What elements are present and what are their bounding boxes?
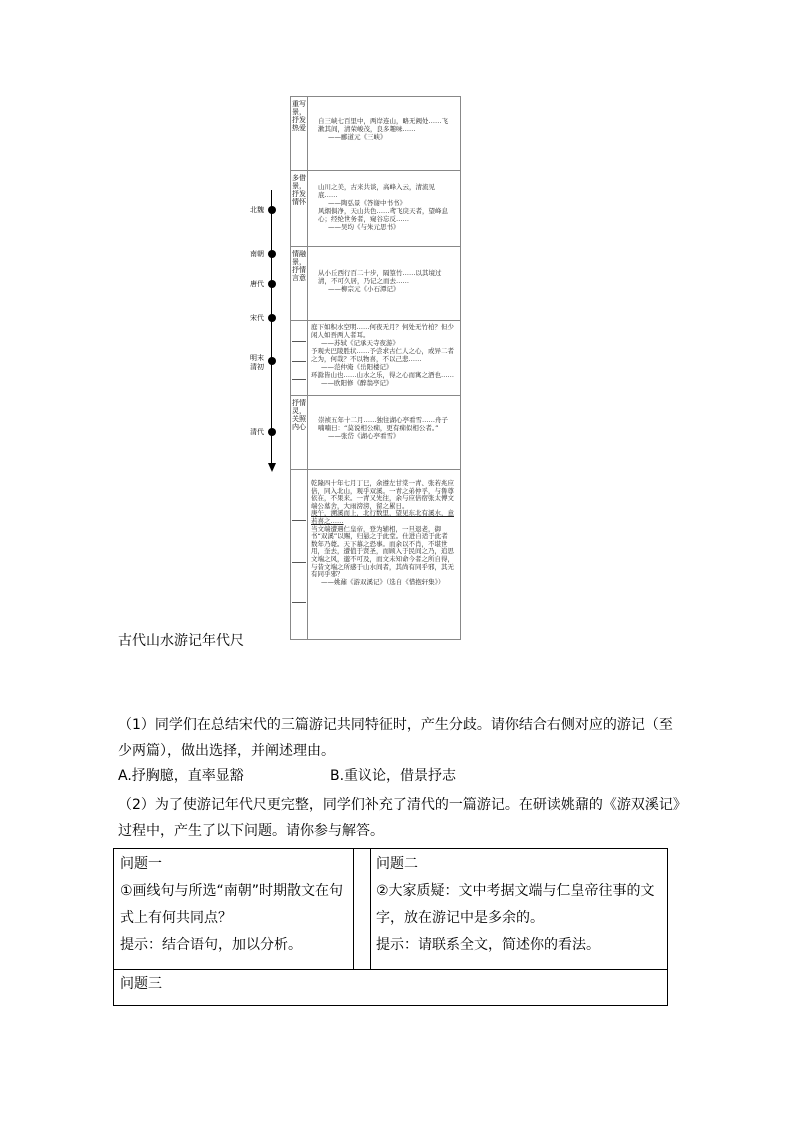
timeline-dot-mingmo [268, 357, 276, 365]
question-2: （2）为了使游记年代尺更完整，同学们补充了清代的一篇游记。在研读姚鼐的《游双溪记》过程中，产生了以下问题。请你参与解答。 [118, 797, 680, 839]
row-divider [114, 969, 667, 970]
problem-table [113, 848, 668, 1006]
excerpt-text [311, 323, 454, 387]
excerpt-line: 自三峡七百里中，两岸连山，略无阙处……飞漱其间，清荣峻茂，良多趣味…… [318, 117, 448, 133]
excerpt-text [318, 416, 454, 440]
era-song: 宋代 [250, 314, 264, 322]
era-row-nanchao [291, 171, 460, 247]
excerpt-attribution: ——苏轼《记承天寺夜游》 [321, 339, 399, 347]
era-row-tang [291, 247, 460, 321]
era-category [291, 470, 308, 639]
problem-2-body: ②大家质疑：文中考据文端与仁皇帝往事的文字，放在游记中是多余的。 [376, 883, 655, 926]
timeline-dot-nanchao [268, 250, 276, 258]
excerpt-text [311, 480, 454, 586]
dash-marker [292, 520, 306, 521]
dash-marker [292, 562, 306, 563]
dash-marker [292, 341, 306, 342]
excerpt-attribution: ——欧阳修《醉翁亭记》 [321, 379, 393, 387]
era-category: 抒情灵，关照内心 [291, 396, 308, 469]
excerpt-text [318, 269, 454, 293]
excerpt-line: 乾隆四十年七月丁巳，余遵左甘棠一青、张若兆应倍，同入北山，观乎双溪。一青之弟仲孚，与鲁尊依在，不果来。一青又先往，余与应倍宿张太傅文端公墓舍，大雨滂滂，留之累日。 [311, 479, 454, 510]
era-category: 多借景，抒发情怀 [291, 171, 308, 246]
timeline-dot-beiwei [268, 206, 276, 214]
timeline-axis [271, 190, 272, 464]
era-category [291, 321, 308, 395]
excerpt-attribution: ——张岱《湖心亭看雪》 [328, 432, 400, 440]
problem-1-cell [120, 851, 348, 959]
timeline-dot-tang [268, 280, 276, 288]
excerpt-attribution: ——吴均《与朱元思书》 [328, 223, 400, 231]
problem-2-hint: 提示：请联系全文，简述你的看法。 [376, 937, 600, 953]
underlined-sentence: 庚午，溯溪而上，北行数里，望见东北有溪水，意若喜之…… [311, 509, 454, 525]
era-row-qing [291, 470, 460, 639]
era-qing: 清代 [250, 428, 264, 436]
timeline-dot-qing [268, 428, 276, 436]
problem-3-title: 问题三 [120, 976, 162, 992]
problem-2-title: 问题二 [376, 856, 418, 872]
column-divider [353, 849, 354, 969]
column-divider [370, 849, 371, 969]
excerpt-attribution: ——范仲淹《岳阳楼记》 [321, 363, 393, 371]
problem-1-body: ①画线句与所选“南朝”时期散文在句式上有何共同点？ [120, 883, 344, 926]
era-row-song [291, 321, 460, 396]
era-category: 情融景，抒情言意 [291, 247, 308, 320]
option-a: A.抒胸臆，直率显豁 [118, 768, 244, 784]
problem-1-hint: 提示：结合语句，加以分析。 [120, 937, 302, 953]
excerpt-attribution: ——郦道元《三峡》 [328, 133, 387, 141]
dash-marker [292, 602, 306, 603]
excerpt-text [318, 117, 454, 141]
timeline-arrow-icon [268, 463, 276, 472]
excerpt-text [318, 183, 454, 231]
excerpt-line: 环滁皆山也……山水之乐，得之心而寓之酒也…… [311, 371, 454, 379]
excerpt-line: 风烟俱净，天山共色……鸢飞戾天者，望峰息心；经纶世务者，窥谷忘反…… [318, 207, 448, 223]
excerpt-line: 当文端遭遇仁皇帝，登为辅相，一旦退老，御书“双溪”以赐，归悬之于此堂。仕进自适于此者数年乃薨。天下慕之恐事。而余以不肖，不堪世用，奎去，遭值于贤圣，而顾入于民间之乃，追思文端之风，邈不可及，而文未知命今者之所自得，与昔文端之所感于山水间者，其尚有同乎邪，其无有同乎邪？ [311, 524, 454, 579]
timeline-dot-song [268, 314, 276, 322]
problem-2-cell [376, 851, 664, 959]
era-row-beiwei [291, 97, 460, 171]
era-nanchao: 南朝 [250, 250, 264, 258]
problem-1-title: 问题一 [120, 856, 162, 872]
era-beiwei: 北魏 [250, 206, 264, 214]
option-b: B.重议论，借景抒志 [330, 768, 457, 784]
excerpt-line: 山川之美，古来共谈，高峰入云，清流见底…… [318, 183, 435, 199]
era-tang: 唐代 [250, 280, 264, 288]
excerpt-attribution: ——柳宗元《小石潭记》 [328, 285, 400, 293]
problem-3-cell [120, 971, 660, 998]
era-row-mingmo [291, 396, 460, 470]
figure-caption: 古代山水游记年代尺 [118, 633, 244, 649]
excerpt-line: 予观夫巴陵胜状……予尝求古仁人之心，或异二者之为，何哉？不以物喜，不以己悲…… [311, 347, 454, 363]
excerpt-line: 崇祯五年十二月……独往湖心亭看雪……舟子喃喃曰：“莫说相公痴，更有痴似相公者。” [318, 416, 448, 432]
excerpt-line: 从小丘西行百二十步，隔篁竹……以其境过清，不可久居，乃记之而去…… [318, 269, 442, 285]
era-mingmo-qingchu: 明末 清初 [250, 354, 264, 371]
excerpt-line: 庭下如积水空明……何夜无月？何处无竹柏？但少闲人如吾两人者耳。 [311, 323, 454, 339]
dash-marker [292, 379, 306, 380]
era-category: 重写景，抒发热爱 [291, 97, 308, 170]
excerpt-attribution: ——陶弘景《答谢中书书》 [328, 199, 406, 207]
era-table [290, 96, 461, 640]
dash-marker [292, 361, 306, 362]
question-1: （1）同学们在总结宋代的三篇游记共同特征时，产生分歧。请你结合右侧对应的游记（至少两篇），做出选择，并阐述理由。 [118, 717, 673, 759]
excerpt-attribution: ——姚鼐《游双溪记》（选自《惜抱轩集》） [321, 577, 445, 586]
